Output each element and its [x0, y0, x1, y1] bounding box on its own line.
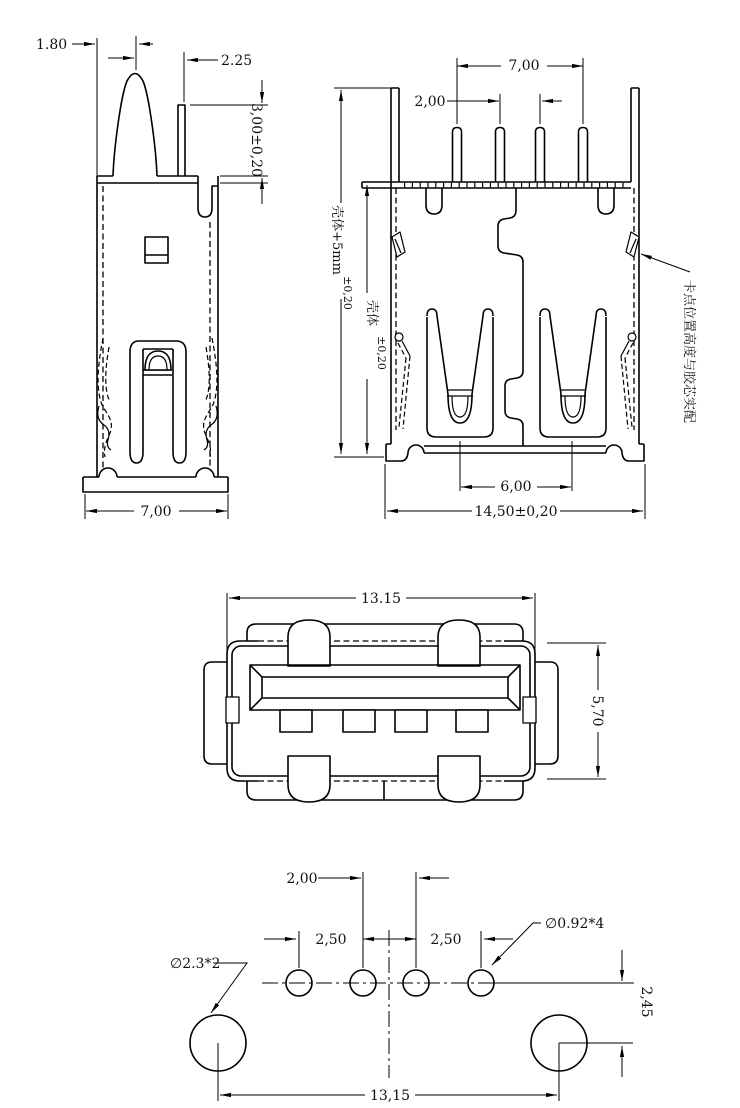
dim-flange-gap: 1.80: [36, 37, 68, 53]
side-window-right: [523, 697, 536, 723]
prong-foot-right: [173, 452, 186, 463]
spring-clip-right: [540, 309, 606, 437]
dim-pin-span: 7,00: [508, 58, 540, 74]
wall-left: [391, 88, 399, 444]
latch-dimple-left: [392, 232, 405, 257]
dim-face-height: 5,70: [589, 695, 605, 727]
rear-view-outline: [362, 88, 644, 461]
footprint-view: [170, 871, 654, 1104]
side-window-left: [226, 697, 239, 723]
dim-pin-holes: ∅0.92*4: [545, 916, 605, 932]
u-notch-right: [598, 188, 614, 214]
side-spring-left: [98, 338, 112, 457]
solder-lug-left: [395, 333, 410, 429]
rear-view: [329, 58, 697, 520]
footprint-dimensions: [170, 871, 654, 1104]
dome-top-right: [438, 620, 480, 666]
dim-shell-plus-tol: ±0,20: [341, 276, 354, 310]
dim-pitch-left: 2,50: [315, 932, 347, 948]
dim-shell: 壳体: [364, 299, 379, 327]
tongue-slot: [250, 665, 520, 710]
face-view-dimensions: [227, 590, 606, 779]
dim-base-width: 7,00: [140, 504, 172, 520]
dim-tab-offset: 2.25: [221, 53, 253, 69]
bell-latch-bump: [113, 74, 157, 177]
top-flange: [362, 182, 631, 188]
latch-dimple-right: [626, 232, 639, 257]
dim-shell-tol: ±0,20: [375, 336, 388, 370]
dim-mount-span: 13,15: [369, 1088, 411, 1104]
hidden-edges: [103, 186, 210, 468]
center-seam: [498, 188, 523, 446]
side-tab-left: [204, 662, 227, 764]
latch-window: [145, 237, 168, 263]
prong-foot-left: [130, 452, 143, 463]
face-view-outline: [204, 624, 558, 800]
dim-mount-holes: ∅2.3*2: [170, 956, 221, 972]
dim-pin-pitch: 2,00: [414, 94, 446, 110]
foot-right: [606, 444, 644, 461]
base-flange: [83, 468, 228, 492]
dim-pitch-right: 2,50: [430, 932, 462, 948]
pin-1: [453, 128, 462, 183]
side-view: [36, 36, 268, 520]
u-notch-left: [426, 188, 442, 214]
footprint-ext-lines: [218, 872, 634, 1101]
dome-top-left: [288, 620, 330, 666]
dim-face-width: 13.15: [360, 591, 402, 607]
side-tab-right: [535, 662, 558, 764]
pin-3: [536, 128, 545, 183]
ledge-lines: [97, 176, 198, 183]
hook-fold: [198, 176, 218, 217]
side-view-dimensions: [36, 36, 268, 520]
dim-overall-width: 14,50±0,20: [474, 504, 558, 520]
dim-shell-plus: 壳体+5mm: [329, 205, 344, 275]
foot-left: [386, 444, 424, 461]
side-view-outline: [83, 74, 228, 493]
pin-4: [579, 128, 588, 183]
wall-right: [631, 88, 639, 444]
contact-slots: [280, 710, 488, 732]
spring-clip-left: [427, 309, 493, 437]
rear-view-dimensions: [329, 58, 697, 520]
pin-2: [496, 128, 505, 183]
dim-tab-height: 3,00±0,20: [248, 102, 264, 178]
latch-note: 卡点位置高度与胶芯实配: [681, 280, 696, 424]
base-lines: [424, 446, 606, 453]
dome-bottom-left: [288, 756, 330, 802]
rear-tab: [178, 105, 185, 176]
dim-row-offset: 2,45: [638, 986, 654, 1018]
face-view: [204, 590, 606, 802]
dim-pitch-mid: 2,00: [286, 871, 318, 887]
dome-bottom-right: [438, 756, 480, 802]
dim-clip-span: 6,00: [500, 479, 532, 495]
